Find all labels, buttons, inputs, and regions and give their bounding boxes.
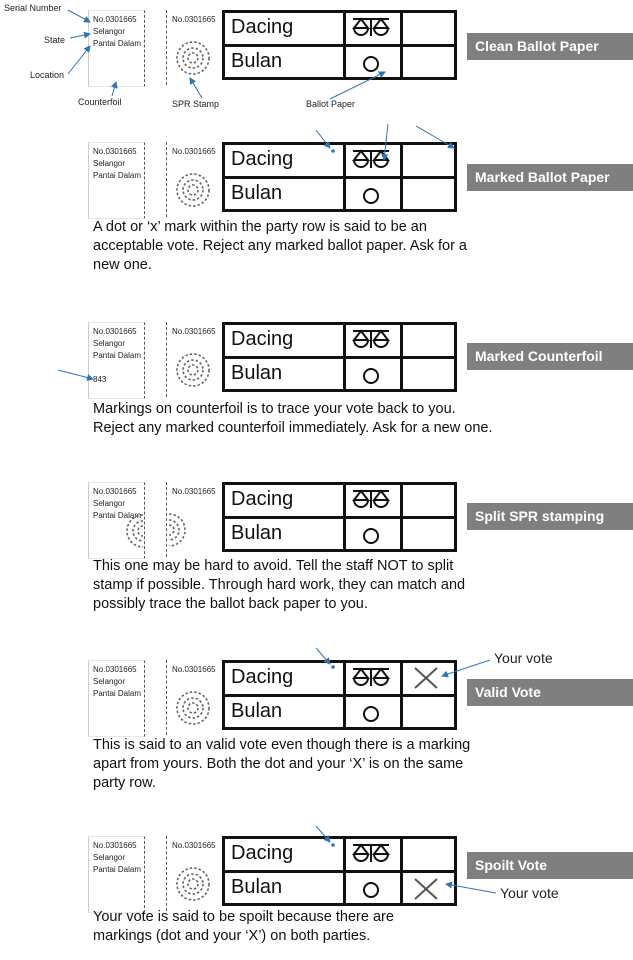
party-bulan: Bulan bbox=[231, 522, 283, 544]
arrow-counterfoil-mark bbox=[58, 370, 93, 379]
desc-split-stamp: This one may be hard to avoid. Tell the staff NOT to split stamp if possible. Through hard work, they can match and possibly trace the ballot back paper to you. bbox=[93, 558, 466, 612]
counterfoil-serial: No.0301665 bbox=[93, 327, 137, 336]
label-valid-vote: Valid Vote bbox=[467, 679, 633, 706]
stub-serial: No.0301665 bbox=[172, 327, 216, 336]
desc-marked-counterfoil: Markings on counterfoil is to trace your vote back to you. Reject any marked counterfoil immediately. Ask for a new one. bbox=[93, 401, 493, 436]
counterfoil-state: Selangor bbox=[93, 499, 126, 508]
counterfoil-serial: No.0301665 bbox=[93, 665, 137, 674]
arrow-dot-mark bbox=[316, 648, 330, 664]
counterfoil-serial: No.0301665 bbox=[93, 15, 137, 24]
party-dacing: Dacing bbox=[231, 488, 294, 510]
anno-counterfoil: Counterfoil bbox=[78, 97, 122, 107]
anno-location: Location bbox=[30, 70, 65, 80]
label-marked-counterfoil: Marked Counterfoil bbox=[467, 343, 633, 370]
dot-mark bbox=[331, 843, 335, 847]
counterfoil-location: Pantai Dalam bbox=[93, 351, 142, 360]
stub-serial: No.0301665 bbox=[172, 147, 216, 156]
arrow-dot-mark bbox=[316, 826, 330, 842]
counterfoil-location: Pantai Dalam bbox=[93, 171, 142, 180]
label-spoilt-vote: Spoilt Vote bbox=[467, 852, 633, 879]
party-bulan: Bulan bbox=[231, 700, 283, 722]
counterfoil-location: Pantai Dalam bbox=[93, 865, 142, 874]
counterfoil-serial: No.0301665 bbox=[93, 147, 137, 156]
arrow-corner-mark bbox=[416, 126, 454, 148]
dot-mark bbox=[331, 149, 335, 153]
dot-mark bbox=[331, 665, 335, 669]
label-marked-ballot: Marked Ballot Paper bbox=[467, 164, 633, 191]
desc-valid-vote: This is said to an valid vote even though there is a marking apart from yours. Both the dot and your ‘X’ is on the same party row. bbox=[93, 737, 471, 791]
counterfoil-location: Pantai Dalam bbox=[93, 39, 142, 48]
counterfoil-state: Selangor bbox=[93, 677, 126, 686]
your-vote-label: Your vote bbox=[500, 885, 559, 901]
arrow-your-vote bbox=[446, 884, 496, 893]
stub-serial: No.0301665 bbox=[172, 665, 216, 674]
counterfoil-location: Pantai Dalam bbox=[93, 511, 142, 520]
party-dacing: Dacing bbox=[231, 148, 294, 170]
party-dacing: Dacing bbox=[231, 842, 294, 864]
arrow-state bbox=[70, 34, 90, 38]
counterfoil-state: Selangor bbox=[93, 339, 126, 348]
stub-serial: No.0301665 bbox=[172, 487, 216, 496]
anno-serial-number: Serial Number bbox=[4, 3, 62, 13]
label-clean-ballot: Clean Ballot Paper bbox=[467, 33, 633, 60]
arrow-ballot-paper bbox=[330, 72, 385, 99]
your-vote-label: Your vote bbox=[494, 650, 553, 666]
party-bulan: Bulan bbox=[231, 182, 283, 204]
anno-spr-stamp: SPR Stamp bbox=[172, 99, 220, 109]
arrow-counterfoil bbox=[112, 82, 116, 96]
counterfoil-serial: No.0301665 bbox=[93, 841, 137, 850]
label-split-stamp: Split SPR stamping bbox=[467, 503, 633, 530]
anno-state: State bbox=[44, 35, 66, 45]
desc-spoilt-vote: Your vote is said to be spoilt because there are markings (dot and your ‘X’) on both parties. bbox=[93, 909, 394, 944]
counterfoil-state: Selangor bbox=[93, 27, 126, 36]
counterfoil-serial: No.0301665 bbox=[93, 487, 137, 496]
stub-serial: No.0301665 bbox=[172, 841, 216, 850]
arrow-spr-stamp bbox=[190, 78, 202, 98]
arrow-your-vote bbox=[442, 660, 490, 676]
counterfoil-state: Selangor bbox=[93, 853, 126, 862]
counterfoil-location: Pantai Dalam bbox=[93, 689, 142, 698]
anno-ballot-paper: Ballot Paper bbox=[306, 99, 356, 109]
party-bulan: Bulan bbox=[231, 362, 283, 384]
stub-serial: No.0301665 bbox=[172, 15, 216, 24]
arrow-location bbox=[68, 46, 90, 74]
desc-marked-ballot: A dot or ‘x’ mark within the party row is said to be an acceptable vote. Reject any marked ballot paper. Ask for a new one. bbox=[93, 219, 467, 273]
party-dacing: Dacing bbox=[231, 16, 294, 38]
counterfoil-marked-number: 843 bbox=[93, 375, 107, 384]
arrow-symbol-mark bbox=[384, 124, 388, 160]
party-dacing: Dacing bbox=[231, 666, 294, 688]
party-bulan: Bulan bbox=[231, 876, 283, 898]
party-bulan: Bulan bbox=[231, 50, 283, 72]
arrow-dot-mark bbox=[316, 130, 330, 148]
party-dacing: Dacing bbox=[231, 328, 294, 350]
arrow-serial-number bbox=[68, 10, 90, 22]
counterfoil-state: Selangor bbox=[93, 159, 126, 168]
